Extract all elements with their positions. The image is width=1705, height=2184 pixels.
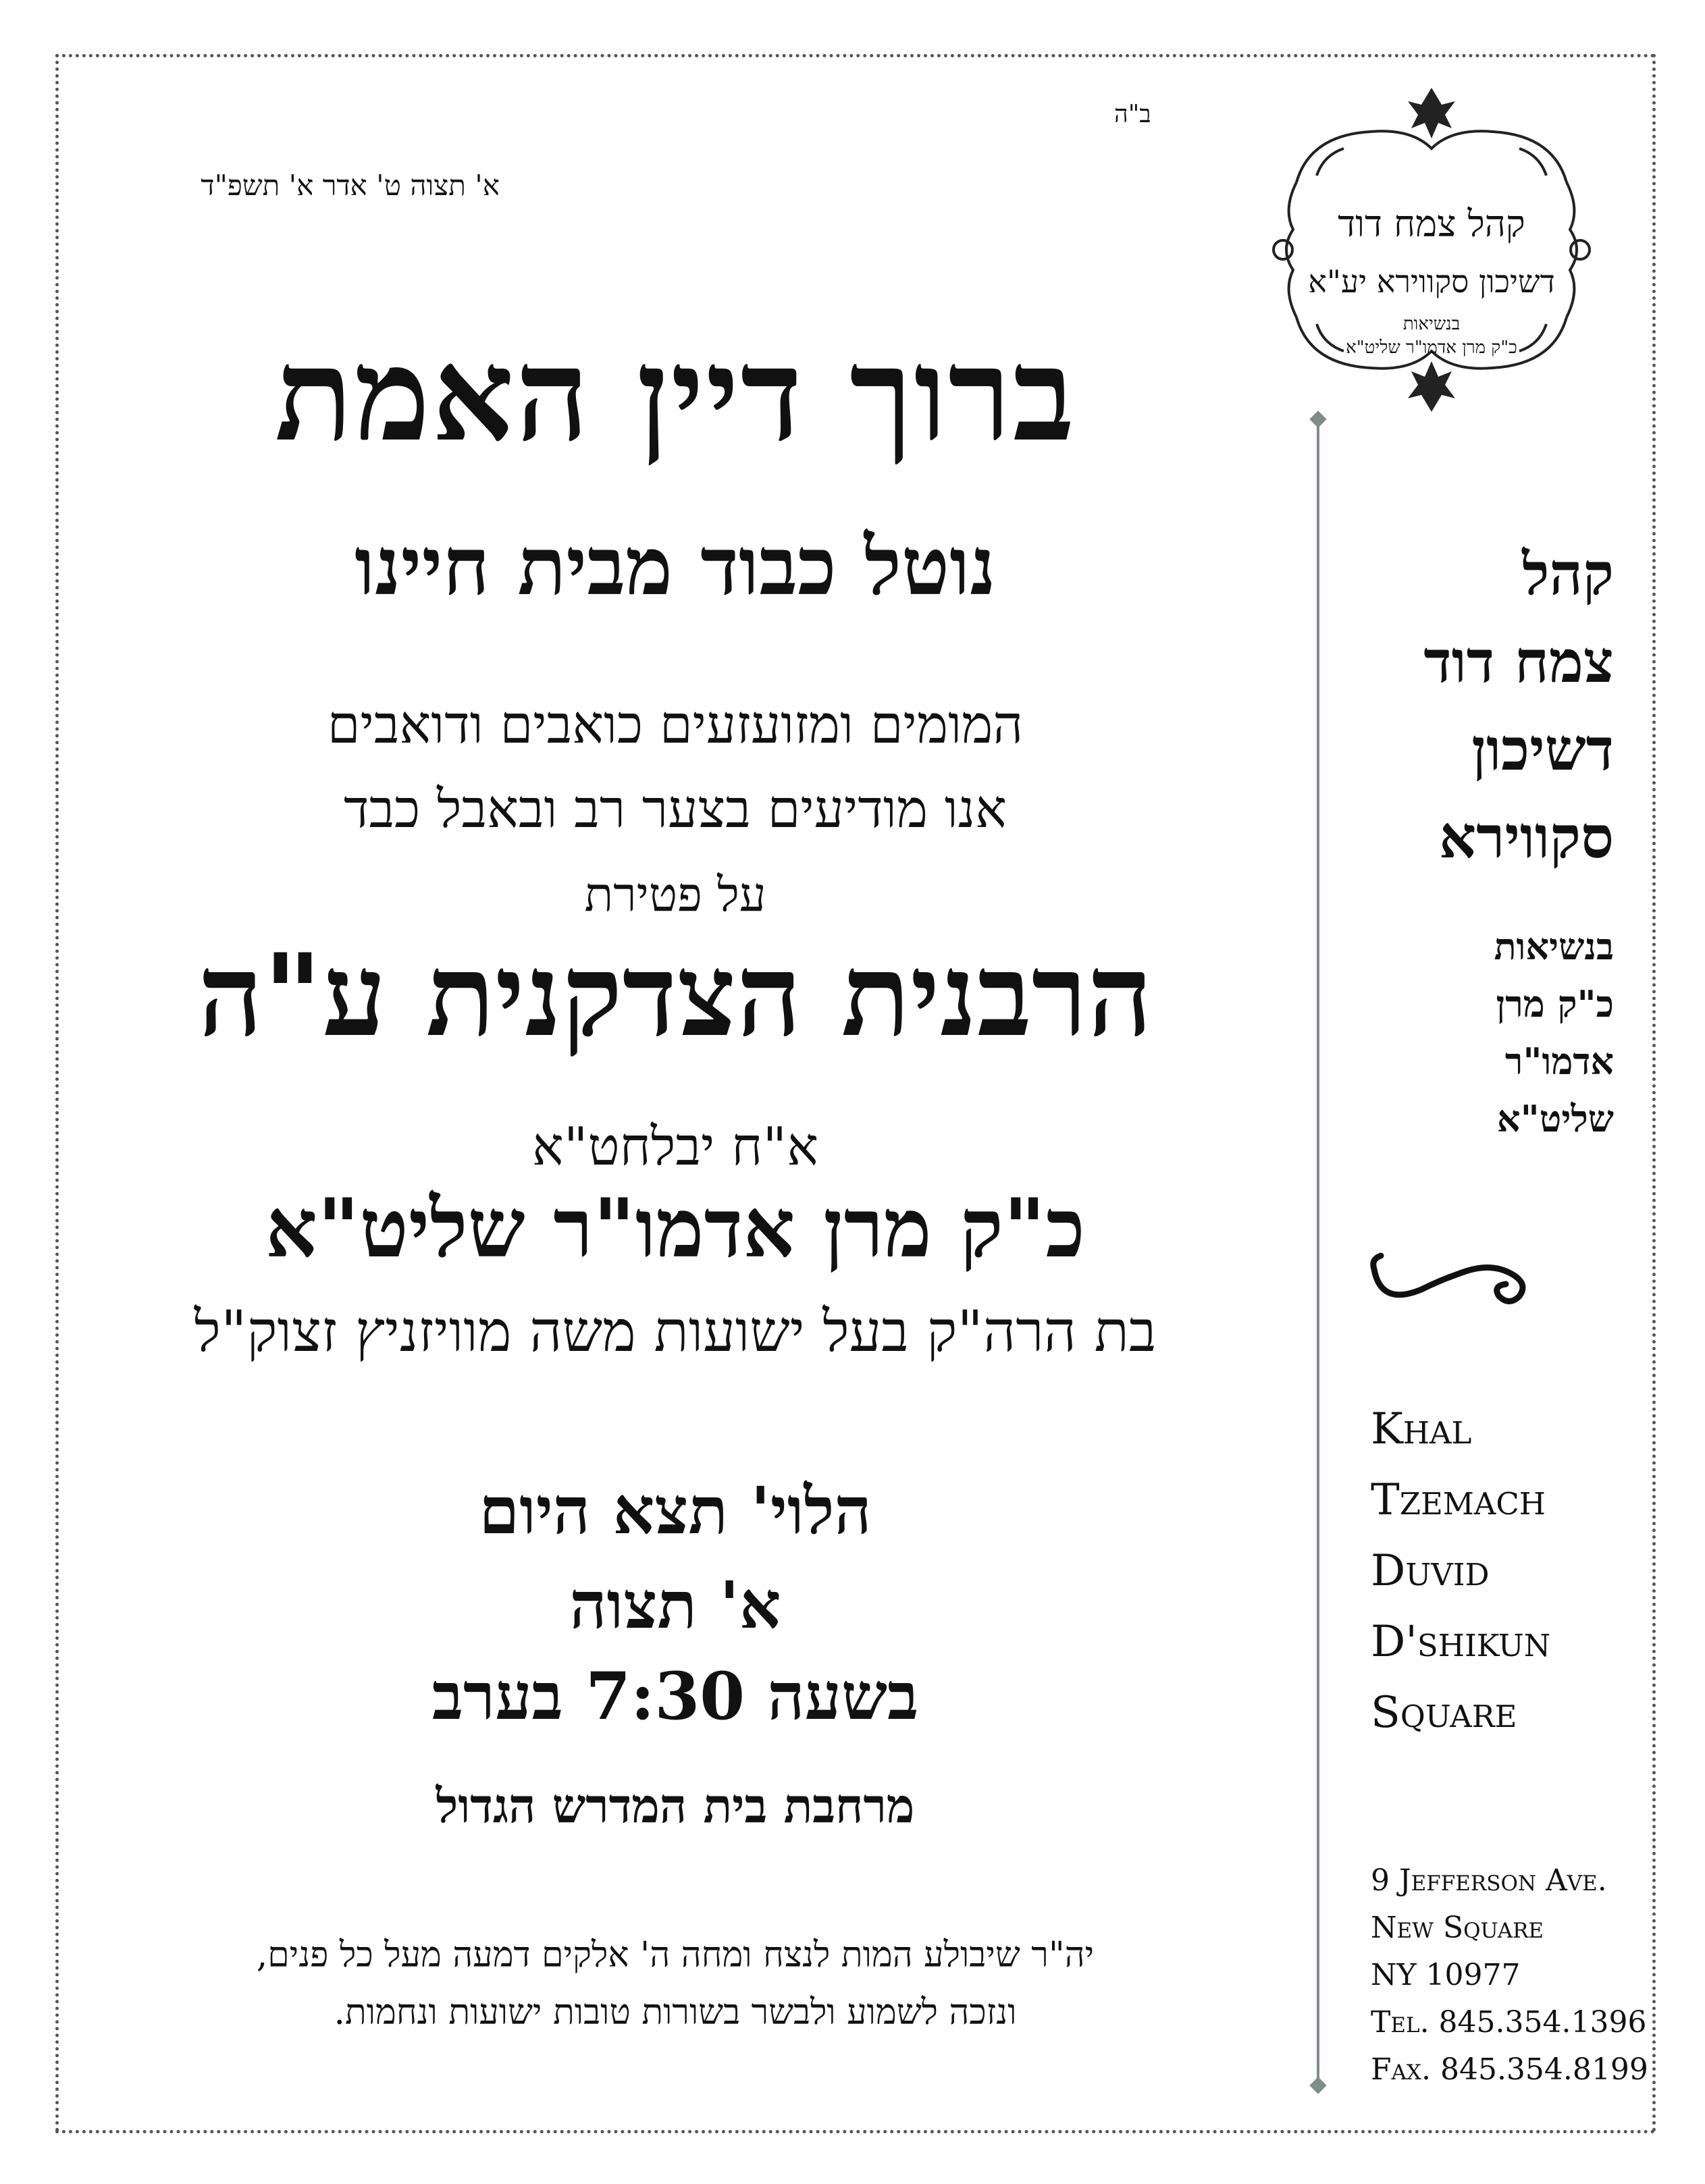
sidebar-en-line-5: Square (1371, 1688, 1517, 1738)
sidebar-en-line-3: Duvid (1371, 1546, 1490, 1596)
sidebar-leadership-1: בנשיאות (1494, 925, 1614, 968)
sidebar-en-line-1: Khal (1371, 1404, 1472, 1454)
vertical-divider (1317, 419, 1319, 2086)
notice-title: ברוך דיין האמת (274, 319, 1076, 470)
logo-title: קהל צמח דוד (1338, 203, 1525, 245)
deceased-name: הרבנית הצדקנית ע"ה (198, 928, 1153, 1062)
notice-line-2: אנו מודיעים בצער רב ובאבל כבד (343, 779, 1007, 840)
address-state-zip: NY 10977 (1371, 1958, 1521, 1992)
bh-mark: ב"ה (1114, 101, 1151, 128)
logo-leadership-label: בנשיאות (1402, 314, 1461, 334)
funeral-line-1: הלוי' תצא היום (479, 1472, 872, 1549)
funeral-time: בשעה 7:30 בערב (431, 1658, 919, 1734)
sidebar-he-line-4: סקווירא (1439, 803, 1614, 872)
sidebar-leadership-2: כ"ק מרן (1496, 982, 1614, 1026)
funeral-line-2: א' תצוה (569, 1567, 781, 1643)
closing-line-2: ונזכה לשמוע ולבשר בשורות טובות ישועות ונחמות. (334, 1992, 1017, 2033)
notice-line-3: על פטירת (584, 867, 766, 922)
sidebar-he-line-1: קהל (1522, 540, 1614, 608)
ornate-logo-frame (1242, 74, 1621, 425)
closing-line-1: יה"ר שיבולע המות לנצח ומחה ה' אלקים דמעה מעל כל פנים, (256, 1935, 1095, 1975)
swirl-ornament-icon (1367, 1242, 1536, 1316)
date-line: א' תצוה ט' אדר א' תשפ"ד (201, 169, 500, 202)
sidebar-he-line-2: צמח דוד (1423, 628, 1614, 696)
notice-line-1: המומים ומזועזעים כואבים ודואבים (327, 695, 1024, 755)
sidebar-leadership-3: אדמו"ר (1504, 1040, 1614, 1083)
sidebar-he-line-3: דשיכון (1471, 716, 1614, 784)
notice-line-4: א"ח יבלחט"א (531, 1117, 819, 1177)
address-city: New Square (1371, 1911, 1544, 1945)
address-street: 9 Jefferson Ave. (1371, 1863, 1607, 1898)
funeral-location: מרחבת בית המדרש הגדול (436, 1778, 915, 1834)
rebbe-title: כ"ק מרן אדמו"ר שליט"א (265, 1181, 1086, 1276)
logo-subtitle: דשיכון סקווירא יע"א (1308, 263, 1555, 300)
notice-line-5: בת הרה"ק בעל ישועות משה מוויזניץ זצוק"ל (194, 1298, 1157, 1364)
sidebar-leadership-4: שליט"א (1496, 1097, 1614, 1140)
sidebar-en-line-2: Tzemach (1371, 1475, 1546, 1525)
logo-leader-name: כ"ק מרן אדמו"ר שליט"א (1346, 338, 1517, 358)
notice-subtitle: נוטל כבוד מבית חיינו (355, 519, 996, 613)
address-fax: Fax. 845.354.8199 (1371, 2052, 1648, 2087)
sidebar-en-line-4: D'shikun (1371, 1617, 1551, 1667)
address-phone: Tel. 845.354.1396 (1371, 2005, 1647, 2040)
